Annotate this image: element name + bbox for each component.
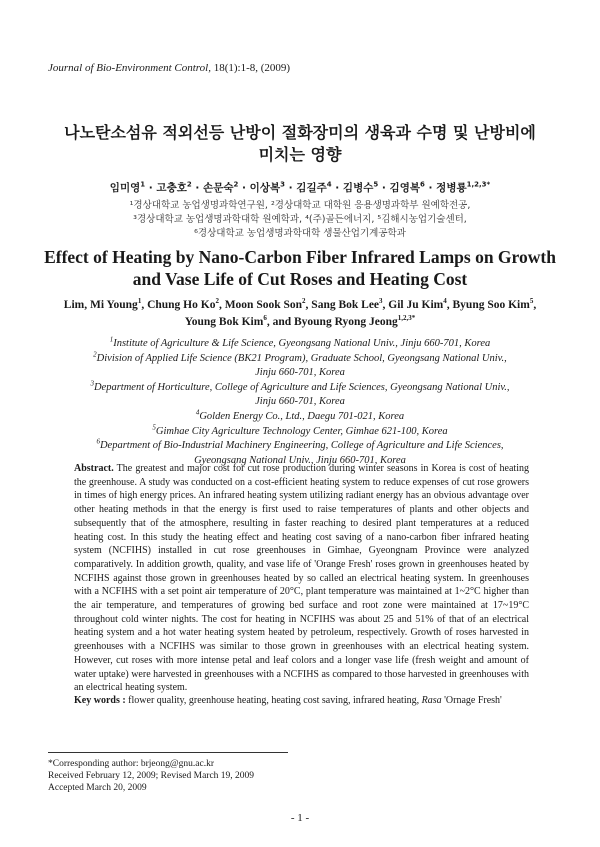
author-affiliation-mark: 3 xyxy=(280,180,285,189)
author-affiliation-mark: 1 xyxy=(140,180,146,189)
page-number: - 1 - xyxy=(290,812,310,824)
author-name: 김병수 xyxy=(342,182,374,194)
author-affiliation-mark: 2 xyxy=(186,180,192,189)
english-authors-line-1: Lim, Mi Young$^1$, Chung Ho Ko$^2$, Moon Sook Son$^2$, Sang Bok Lee$^3$, Gil Ju Kim$^4$, Byung Soo Kim$^5$, xyxy=(63,297,537,311)
english-title-line-2: and Vase Life of Cut Roses and Heating Cost xyxy=(132,269,468,289)
korean-title-line-2: 미치는 영향 xyxy=(258,145,342,164)
author-name: Moon Sook Son xyxy=(224,299,303,311)
author-name: 정병룡 xyxy=(436,182,467,194)
author-name: Byung Soo Kim xyxy=(452,299,530,311)
corresponding-author: *Corresponding author: brjeong@gnu.ac.kr xyxy=(48,759,214,769)
accepted-date: Accepted March 20, 2009 xyxy=(48,783,147,793)
keywords xyxy=(74,694,529,708)
received-date: Received February 12, 2009; Revised March 19, 2009 xyxy=(48,771,255,781)
english-affiliation-line: $^2$Division of Applied Life Science (BK21 Program), Graduate School, Gyeongsang National Univ., xyxy=(93,350,507,364)
author-name: 임미영 xyxy=(109,182,141,194)
keywords-species: Rasa xyxy=(421,695,442,706)
author-name: Sang Bok Lee xyxy=(311,299,380,311)
author-name: Young Bok Kim xyxy=(184,316,264,328)
author-affiliation-mark: 1,2,3* xyxy=(466,180,491,189)
english-affiliation-line: $^4$Golden Energy Co., Ltd., Daegu 701-021, Korea xyxy=(195,408,405,422)
keywords-cultivar: 'Ornage Fresh' xyxy=(444,695,502,706)
author-name: 이상복 xyxy=(249,182,281,194)
korean-affiliation-1: ¹경상대학교 농업생명과학연구원, ²경상대학교 대학원 응용생명과학부 원예학전공, xyxy=(129,200,471,211)
journal-citation xyxy=(48,62,290,74)
footnote-divider xyxy=(48,752,288,753)
author-affiliation-mark: 2 xyxy=(302,297,306,306)
english-affiliation-line: Gyeongsang National Univ., Jinju 660-701, Korea xyxy=(194,454,406,466)
journal-ref: 18(1):1-8, (2009) xyxy=(213,62,291,74)
author-affiliation-mark: 5 xyxy=(529,297,534,306)
abstract-label: Abstract. xyxy=(74,463,114,474)
author-name: Chung Ho Ko xyxy=(147,299,216,311)
author-name: 손문숙 xyxy=(203,182,234,194)
abstract xyxy=(74,462,529,695)
english-affiliation-line: $^5$Gimhae City Agriculture Technology Center, Gimhae 621-100, Korea xyxy=(152,423,448,437)
english-affiliation-line: Jinju 660-701, Korea xyxy=(255,367,345,379)
author-affiliation-mark: 3 xyxy=(379,297,383,306)
korean-title-line-1: 나노탄소섬유 적외선등 난방이 절화장미의 생육과 수명 및 난방비에 xyxy=(64,123,536,142)
keywords-label: Key words : xyxy=(74,695,126,706)
author-name: 김길주 xyxy=(296,182,327,194)
author-affiliation-mark: 6 xyxy=(263,314,267,323)
english-affiliation-line: $^3$Department of Horticulture, College of Agriculture and Life Sciences, Gyeongsang National Univ., xyxy=(90,379,510,393)
korean-affiliation-3: ⁶경상대학교 농업생명과학대학 생물산업기계공학과 xyxy=(194,228,406,239)
author-name: 고충호 xyxy=(156,182,187,194)
english-title-line-1: Effect of Heating by Nano-Carbon Fiber Infrared Lamps on Growth xyxy=(44,247,556,267)
english-authors-line-2: Young Bok Kim$^6$, and Byoung Ryong Jeong$^{1,2,3*}$ xyxy=(184,314,416,328)
english-affiliation-line: $^6$Department of Bio-Industrial Machinery Engineering, College of Agriculture and Life Sciences, xyxy=(96,437,504,452)
author-affiliation-mark: 6 xyxy=(419,180,425,189)
keywords-text: flower quality, greenhouse heating, heating cost saving, infrared heating, xyxy=(128,695,420,706)
english-affiliation-line: $^1$Institute of Agriculture & Life Science, Gyeongsang National Univ., Jinju 660-701, Korea xyxy=(109,335,491,349)
author-affiliation-mark: 4 xyxy=(443,297,447,306)
korean-affiliation-2: ³경상대학교 농업생명과학대학 원예학과, ⁴(주)골든에너지, ⁵김해시농업기술센터, xyxy=(133,214,467,225)
author-affiliation-mark: 1 xyxy=(137,297,142,306)
author-name: 김영복 xyxy=(389,182,420,194)
author-name: Gil Ju Kim xyxy=(388,299,444,311)
english-affiliation-line: Jinju 660-701, Korea xyxy=(255,396,345,408)
korean-authors: 임미영$^1$ · 고충호$^2$ · 손문숙$^2$ · 이상복$^3$ · 김길주$^4$ · 김병수$^5$ · 김영복$^6$ · 정병룡$^{1,2,3*}$ xyxy=(109,180,491,194)
author-affiliation-mark: 2 xyxy=(233,180,239,189)
author-name: Lim, Mi Young xyxy=(63,299,138,311)
abstract-text: The greatest and major cost for cut rose production during winter seasons in Korea is cost of heating the greenhouse. A study was conducted on a cost-efficient heating system to reduce expenses of cut rose growers in times of high energy prices. An infrared heating system utilizing radiant energy has an obvious advantage over other heating methods in that the energy is first used to raise temperatures of plants and other objects and subsequently that of the atmosphere, resulting in faster reaching to desired plant temperatures at a reduced heating cost. In this study the heating effect and heating cost saving of a nano-carbon fiber infrared heating system (NCFIHS) installed in cut rose greenhouses in Gimhae, Gyeongnam Province were analyzed comparatively. In addition growth, quality, and vase life of 'Orange Fresh' roses grown in greenhouses heated by NCFIHS against those grown in greenhouses heated by so called an electrical heating system. In greenhouses with a NCFIHS with a set point air temperature of 20°C, plant temperature was maintained at 1~2°C higher than the air temperature, and temperatures of growing bed surface and root zone were maintained at 17~19°C throughout cold winter nights. The cost for heating in NCFIHS was about 25 and 51% of that of an electrical heating system and a hot water heating system heated by petroleum, respectively. Growth of roses harvested in greenhouses with a NCFIHS was similar to those grown in greenhouses with an electrical heating system. However, cut roses with more intense petal and leaf colors and a longer vase life (fresh weight and amount of water uptake) were harvested in greenhouses with a NCFIHS as compared to those harvested in greenhouses with an electrical heating system. xyxy=(74,463,529,694)
author-affiliation-mark: 1,2,3* xyxy=(397,314,416,323)
author-name: and Byoung Ryong Jeong xyxy=(272,316,398,328)
author-affiliation-mark: 4 xyxy=(326,180,332,189)
author-affiliation-mark: 5 xyxy=(373,180,379,189)
journal-name: Journal of Bio-Environment Control, xyxy=(48,62,211,74)
author-affiliation-mark: 2 xyxy=(215,297,219,306)
